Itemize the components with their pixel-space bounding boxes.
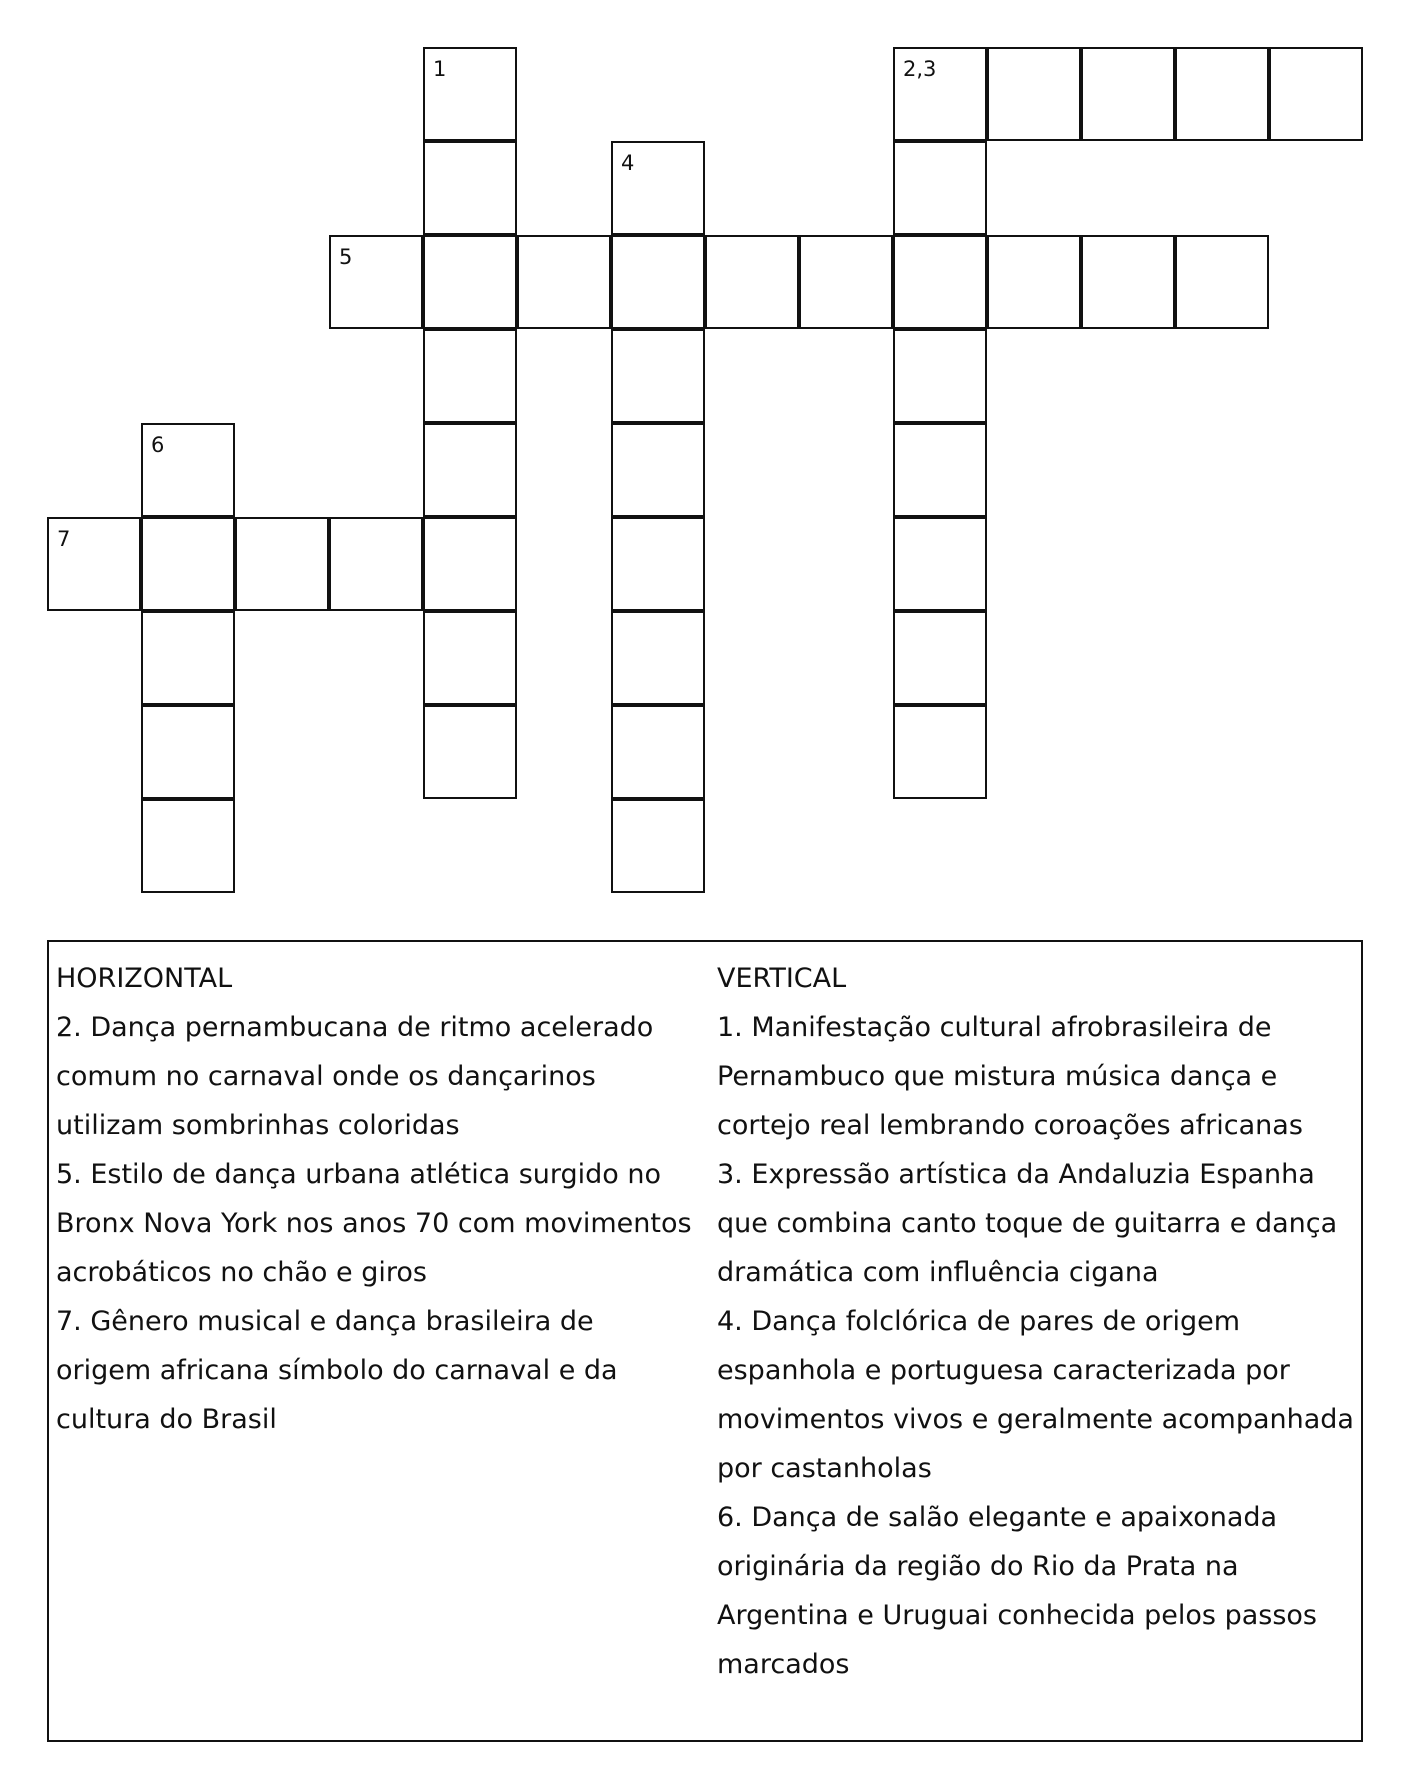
grid-cell[interactable] (423, 517, 517, 611)
grid-cell[interactable] (893, 329, 987, 423)
grid-cell[interactable] (611, 705, 705, 799)
grid-cell[interactable] (423, 705, 517, 799)
clue-number: 2,3 (903, 57, 937, 81)
grid-cell[interactable] (47, 517, 141, 611)
grid-cell[interactable] (893, 611, 987, 705)
grid-cell[interactable] (141, 705, 235, 799)
horizontal-clue: 2. Dança pernambucana de ritmo acelerado comum no carnaval onde os dançarinos utilizam sombrinhas coloridas (56, 1012, 654, 1141)
grid-cell[interactable] (329, 517, 423, 611)
grid-cell[interactable] (611, 611, 705, 705)
clue-number: 1 (433, 57, 447, 81)
grid-cell[interactable] (611, 423, 705, 517)
grid-cell[interactable] (893, 517, 987, 611)
grid-cell[interactable] (1269, 47, 1363, 141)
grid-cell[interactable] (611, 799, 705, 893)
vertical-clue: 1. Manifestação cultural afrobrasileira de Pernambuco que mistura música dança e cortejo real lembrando coroações africanas (717, 1012, 1303, 1141)
grid-cell[interactable] (611, 141, 705, 235)
grid-cell[interactable] (893, 423, 987, 517)
horizontal-clue: 5. Estilo de dança urbana atlética surgido no Bronx Nova York nos anos 70 com movimentos acrobáticos no chão e giros (56, 1159, 692, 1288)
grid-cell[interactable] (329, 235, 423, 329)
grid-cell[interactable] (893, 235, 987, 329)
grid-cell[interactable] (893, 705, 987, 799)
grid-cell[interactable] (705, 235, 799, 329)
horizontal-title: HORIZONTAL (56, 963, 233, 994)
vertical-clue: 3. Expressão artística da Andaluzia Espanha que combina canto toque de guitarra e dança dramática com influência cigana (717, 1159, 1338, 1288)
clue-number: 6 (151, 433, 165, 457)
grid-cell[interactable] (423, 141, 517, 235)
grid-cell[interactable] (517, 235, 611, 329)
grid-cell[interactable] (141, 517, 235, 611)
grid-cell[interactable] (141, 799, 235, 893)
clue-number: 5 (339, 245, 353, 269)
vertical-title: VERTICAL (717, 963, 847, 994)
grid-cell[interactable] (141, 611, 235, 705)
grid-cell[interactable] (987, 235, 1081, 329)
horizontal-clue: 7. Gênero musical e dança brasileira de origem africana símbolo do carnaval e da cultura do Brasil (56, 1306, 618, 1435)
grid-cell[interactable] (423, 329, 517, 423)
grid-cell[interactable] (611, 235, 705, 329)
horizontal-clues-column (56, 954, 696, 1444)
grid-cell[interactable] (893, 141, 987, 235)
grid-cell[interactable] (799, 235, 893, 329)
clue-number: 7 (57, 527, 71, 551)
grid-cell[interactable] (423, 423, 517, 517)
vertical-clues-column (717, 954, 1357, 1689)
grid-cell[interactable] (423, 47, 517, 141)
vertical-clue: 4. Dança folclórica de pares de origem espanhola e portuguesa caracterizada por movimentos vivos e geralmente acompanhada por castanholas (717, 1306, 1354, 1484)
clue-number: 4 (621, 151, 635, 175)
grid-cell[interactable] (611, 517, 705, 611)
grid-cell[interactable] (423, 235, 517, 329)
grid-cell[interactable] (1175, 235, 1269, 329)
clues-box (47, 940, 1363, 1742)
grid-cell[interactable] (235, 517, 329, 611)
grid-cell[interactable] (1081, 47, 1175, 141)
grid-cell[interactable] (1175, 47, 1269, 141)
grid-cell[interactable] (611, 329, 705, 423)
grid-cell[interactable] (893, 47, 987, 141)
grid-cell[interactable] (987, 47, 1081, 141)
grid-cell[interactable] (1081, 235, 1175, 329)
grid-cell[interactable] (141, 423, 235, 517)
vertical-clue: 6. Dança de salão elegante e apaixonada originária da região do Rio da Prata na Argentina e Uruguai conhecida pelos passos marcados (717, 1502, 1317, 1680)
grid-cell[interactable] (423, 611, 517, 705)
